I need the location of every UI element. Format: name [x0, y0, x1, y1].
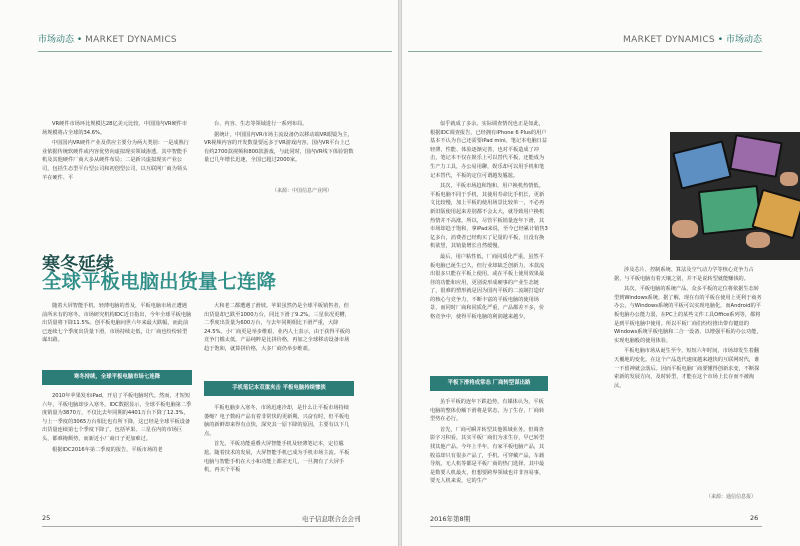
paragraph: 台、内容、生态等领域进行一系列布局。 — [214, 121, 308, 127]
hand-shape — [746, 232, 770, 248]
paragraph: 其次，平板电脑的系统产品，众多平板的定位将依据生态转型到Windows系统。据了解，现在有的平板在使用上更利于商务办公，与Windows系统的平板可以实现电脑化，而Android的平板电脑办公能力弱，在PC上的某些文件工具Office系列等，都将是到平板电脑中使用。所以平板厂商们纷纷推出带有键盘的Windows系统平板电脑和二合一设备，以增强平板的办公功能，实现电脑般的使用体验。 — [614, 286, 762, 344]
left-page-number: 25 — [42, 514, 51, 522]
paragraph: 首先，平板功能重叠大屏智能手机及轻薄笔记本，定位尴尬。随着技术的发展，大屏智能手机已成为手机市场主流。平板电脑与智能手机在大小和功能上都差无几，一旦拥有了大屏手机，再买个平板 — [204, 441, 350, 474]
header-section-cn: 市场动态 — [38, 35, 75, 45]
paragraph: 平板电脑步入寒冬，市场迅速冷却，是什么让平板市场持续萎缩？电子数码产品有着非常快的更新期。兴奋有时，但平板电脑的新鲜却来得有点快，深究其一原下降的原因，主要有以下几点。 — [204, 405, 350, 437]
paragraph: 中国国内VR硬件产业及供应主要分为两大类别：一是成熟行业依据传统软硬件或内容优势向虚拟现实领域渗透，其中智能手机及其他硬件厂商大多从硬件布局；二是新兴虚拟现实产业公司，包括生态型平台型公司和初创型公司，以互联网厂商为领头羊在硬件、平 — [42, 140, 189, 181]
paragraph: 最后，用户粘性低，厂商同质化严重。虽然平板电脑已诞生已久，但行业却缺乏创新力，本款流出很多只能在平板上使用，或在平板上使用效果最佳的功能和应用，更别说形成硬事的产业生态链了，很难的塑形就是因为国内平板的二流制打造好的核心与竞争力，不断丰富的平板电脑的使用场景，而同时厂商和同质化严重，产品都差不多，价格竞争中，使得平板电脑的利润越来越少。 — [430, 253, 545, 321]
header-separator: • — [76, 35, 83, 45]
article-col1-body — [42, 392, 192, 496]
paragraph: 似乎就成了多余。实际调查情况也正是如此，根据IDC调查报告，已经拥有iPhone 6 Plus的用户基本不认为自己还需要iPad mini。笔记本电脑日益轻薄，性能、体验逐渐完善，也对平板造成了冲击，笔记本不仅在娱乐上可以替代平板，还能成为生产力工具，办公易用聊，娱乐却可以用手机和笔记本替代，平板的定位可谓越发尴尬。 — [430, 121, 548, 179]
hand-shape — [672, 220, 698, 238]
subhead-double-squeeze: 手机笔记本双重夹击 平板电脑持续惨淡 — [204, 381, 354, 396]
right-footer-issue: 2016年第8期 — [430, 515, 471, 523]
paragraph: 涉及芯片、控制系统、算法及空气动力学等核心竞争力占据，与平板电脑有着天壤之别，并不是说转型就能赚钱的。 — [614, 267, 754, 282]
hand-shape — [780, 172, 798, 186]
header-section-en: MARKET DYNAMICS — [85, 35, 177, 45]
subhead-winter-decline: 寒冬持续，全球平板电脑市场七连降 — [42, 370, 192, 385]
right-col1-top — [430, 120, 548, 372]
paragraph: 2010年苹果发布iPad，开启了平板电脑时代。然而，才短短六年，平板电脑却步入寒冬。IDC数据显示，全球平板电脑第二季度销量为3870万，不仅比去年同期的4401万台下降了12.3%，与上一季度的3065万台相比也有所下降，这已经是全球平板设备出货量连续第七个季度下降了。包括苹果、三星在内的市场巨头，都难掩颓势，而新近小厂商日子更加难过。 — [42, 393, 192, 442]
header-section-en: MARKET DYNAMICS — [623, 35, 715, 45]
footer-rule — [430, 526, 762, 527]
tablet-screen — [672, 140, 732, 189]
tablet-users-photo — [670, 132, 800, 260]
right-article-source: （来源：通信信息报） — [706, 494, 757, 500]
footer-rule — [42, 526, 354, 527]
article-col2-body — [204, 404, 354, 496]
right-page-number: 26 — [750, 514, 759, 522]
right-col2 — [614, 266, 762, 492]
top-article-col1 — [42, 120, 190, 216]
paragraph: 虽手平板的连年下跌趋势，有媒体认为，平板电脑的整体份额下滑将是常态，为了生存，厂商转型势在必行。 — [430, 399, 545, 423]
paragraph: 大和老二都遭遇了滑坡。苹果虽然仍是全球平板销售者，但出货量却已跌至1000万台，同比下滑了9.2%。三星状况更糟，二季度出货量为600万台，与去年同期相比下滑严重，大降24.5%。小厂商更是举步维艰，业内人士表示，由于获得平板的竞争门槛太低，产品纯粹是比拼价格，再加之全球移动设备市场趋于饱和，就算拼价格，大多厂商仍举步维艰。 — [204, 303, 351, 352]
paragraph: 首先，厂商可瞬并转型其他领域业务。但调查影字习积看，其实平板厂商们为求生存，早已转型找其他产品。今年上半年，有家平板电脑产品，其收益却只有很多产品了，手机、可穿戴产品，车载导航，无人机等都是平板厂商的热门选择，其中最是数要人机最火，但想要跨界领域也并非容易事，要无人机来说，它的生产 — [430, 426, 545, 485]
paragraph: 平板电脑市场从诞生至今，短短六年时间，市场却发生着翻天覆地的变化。在这个产品迭代速度越来越快的互联网时代，谁一不留神就会落后。因而平板电脑厂商要懂得创新求变，不断探索新的发展方向，及时转型，才能在这个市场上长存而不被淘汰。 — [614, 348, 760, 389]
right-page-header — [623, 32, 762, 48]
paragraph: 其次，平板市场趋和饱和，用户换机热情低。平板电脑不同于手机，其使用寿命比手机长，更新文比较慢，加上平板的使用场景比较单一，不必再新旧版使用起来差别都不会太大，就导致用户换机热情并不高涨。所以，尽管平板销量连年下滑，其市场却趋于饱和，拿iPad来说，至今已经累计销售3亿多台，消费者已经购买了足量的平板，且没有换机欲望，其销量增长自然缓慢。 — [430, 183, 548, 250]
paragraph: 根据IDC2016年第二季度的报告，平板市场的老 — [52, 446, 163, 453]
paragraph: 随着大屏智能手机、轻薄电脑的普及，平板电脑市场正遭遇前所未有的寒冬。市场研究机构IDC近日指出，今年全球平板电脑出货量将下降11.5%。创平板电脑问世六年来最大跌幅，而此前已连续七个季度出货量下滑，市场持续走低，让厂商也纷纷转型谋出路。 — [42, 303, 192, 344]
top-article-source: （来源：中国信息产业网） — [272, 188, 333, 194]
header-section-cn: 市场动态 — [725, 35, 762, 45]
header-separator: • — [717, 35, 724, 45]
top-article-col2 — [204, 120, 354, 182]
left-footer-publisher: 电子信息联合会会刊 — [302, 515, 361, 523]
right-page — [402, 0, 800, 546]
header-rule — [408, 51, 762, 52]
tablet-screen — [729, 134, 783, 178]
right-col1-body — [430, 398, 548, 496]
left-page-header — [38, 32, 177, 48]
subhead-transformation: 平板下滑将成常态 厂商转型谋出路 — [430, 376, 548, 391]
left-page — [0, 0, 398, 546]
header-rule — [38, 51, 392, 52]
article-col2-top — [204, 302, 354, 382]
paragraph: VR硬件市场环比规模达28亿美元比较，中国国内VR硬件市场规模将占全球的34.6%。 — [42, 121, 188, 136]
article-title: 寒冬延续 — [42, 254, 114, 275]
paragraph: 据统计，中国国内VR市场主流设备仍以移动端VR眼镜为主，VR视频内容的开发数量要远多于VR游戏内容。国内VR平台上已有约2700款视频和800款游戏，与此同时，国内VR线下体验馆数量已几年增长迅速，全国已超过2000家。 — [204, 131, 354, 164]
article-intro — [42, 302, 192, 360]
article-subtitle: 全球平板电脑出货量七连降 — [42, 270, 277, 293]
